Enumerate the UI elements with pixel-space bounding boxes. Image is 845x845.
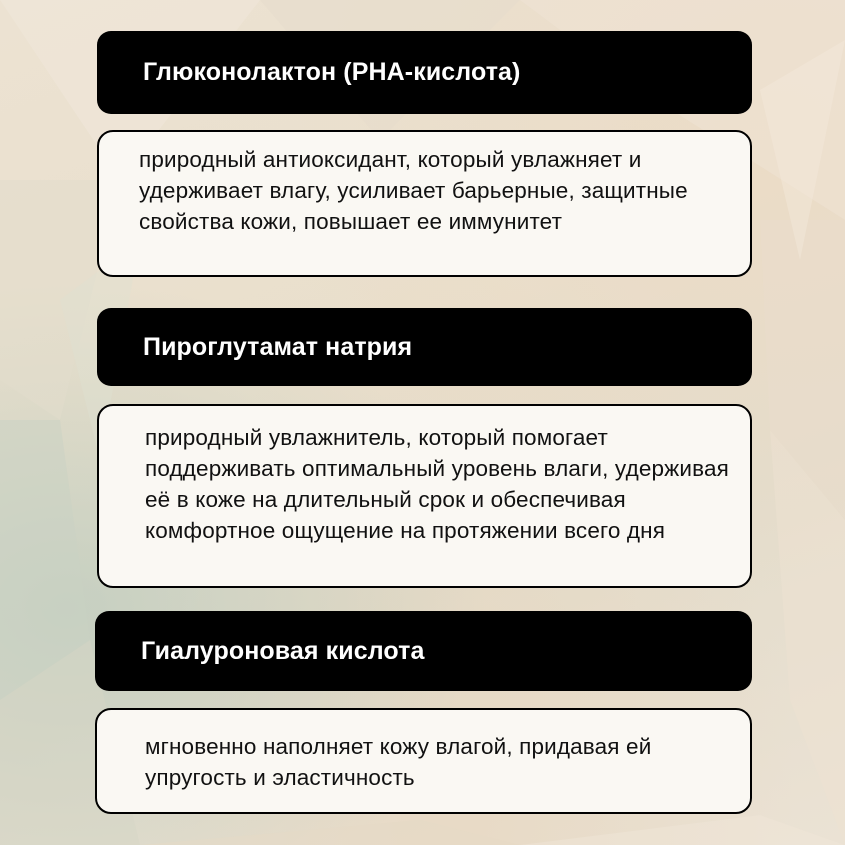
ingredient-description-gluconolactone: [97, 130, 752, 277]
ingredient-description-sodium-pyroglutamate: [97, 404, 752, 588]
ingredient-title-hyaluronic-acid: [95, 611, 752, 691]
ingredient-title-text: Гиалуроновая кислота: [141, 636, 425, 665]
ingredient-description-text: природный антиоксидант, который увлажняет и удерживает влагу, усиливает барьерные, защитные свойства кожи, повышает ее иммунитет: [139, 147, 688, 234]
ingredient-title-sodium-pyroglutamate: [97, 308, 752, 386]
ingredient-description-text: природный увлажнитель, который помогает поддерживать оптимальный уровень влаги, удерживая её в коже на длительный срок и обеспечивая комфортное ощущение на протяжении всего дня: [145, 425, 729, 543]
ingredient-description-hyaluronic-acid: [95, 708, 752, 814]
ingredient-description-text: мгновенно наполняет кожу влагой, придавая ей упругость и эластичность: [145, 734, 652, 790]
ingredient-title-text: Глюконолактон (PHA-кислота): [143, 58, 521, 86]
ingredient-title-gluconolactone: [97, 31, 752, 114]
ingredient-title-text: Пироглутамат натрия: [143, 332, 413, 361]
